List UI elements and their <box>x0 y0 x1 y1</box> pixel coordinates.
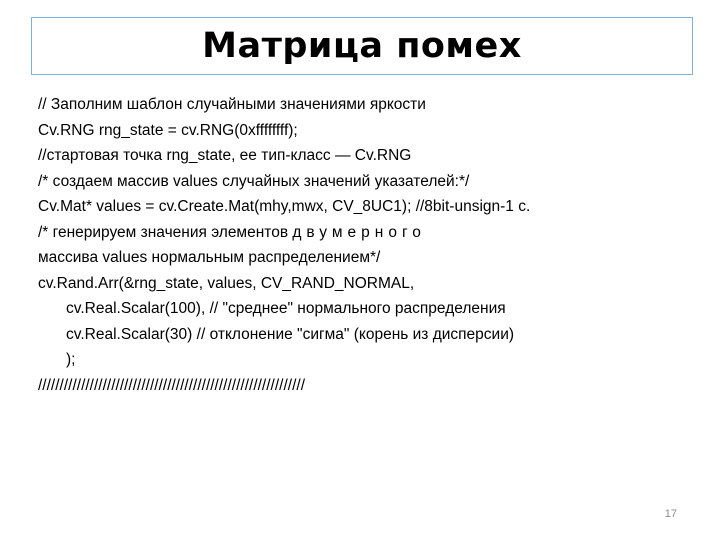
code-line-8: cv.Rand.Arr(&rng_state, values, CV_RAND_NORMAL, <box>38 274 415 292</box>
code-line-10: cv.Real.Scalar(30) // отклонение "сигма" (корень из дисперсии) <box>66 325 515 343</box>
code-line-11: ); <box>66 351 76 368</box>
page-number: 17 <box>664 508 677 520</box>
code-line-6 <box>38 220 698 246</box>
code-line-1: // Заполним шаблон случайными значениями яркости <box>38 96 426 113</box>
code-block <box>38 92 698 398</box>
code-line-6-text: /* генерируем значения элементов <box>38 223 293 241</box>
code-line-9: cv.Real.Scalar(100), // "среднее" нормального распределения <box>66 300 506 317</box>
code-line-3: //стартовая точка rng_state, ее тип-класс — Cv.RNG <box>38 147 412 164</box>
code-line-4: /* создаем массив values случайных значений указателей:*/ <box>38 172 470 190</box>
code-line-2: Cv.RNG rng_state = cv.RNG(0xffffffff); <box>38 121 298 139</box>
code-line-5: Cv.Mat* values = cv.Create.Mat(mhy,mwx, CV_8UC1); //8bit-unsign-1 c. <box>38 198 531 215</box>
slide-title: Матрица помех <box>202 25 522 66</box>
title-box <box>31 17 693 75</box>
code-line-7: массива values нормальным распределением*/ <box>38 249 381 266</box>
code-line-12: ////////////////////////////////////////////////////////////// <box>38 376 305 394</box>
spaced-word: двумерного <box>292 223 426 241</box>
